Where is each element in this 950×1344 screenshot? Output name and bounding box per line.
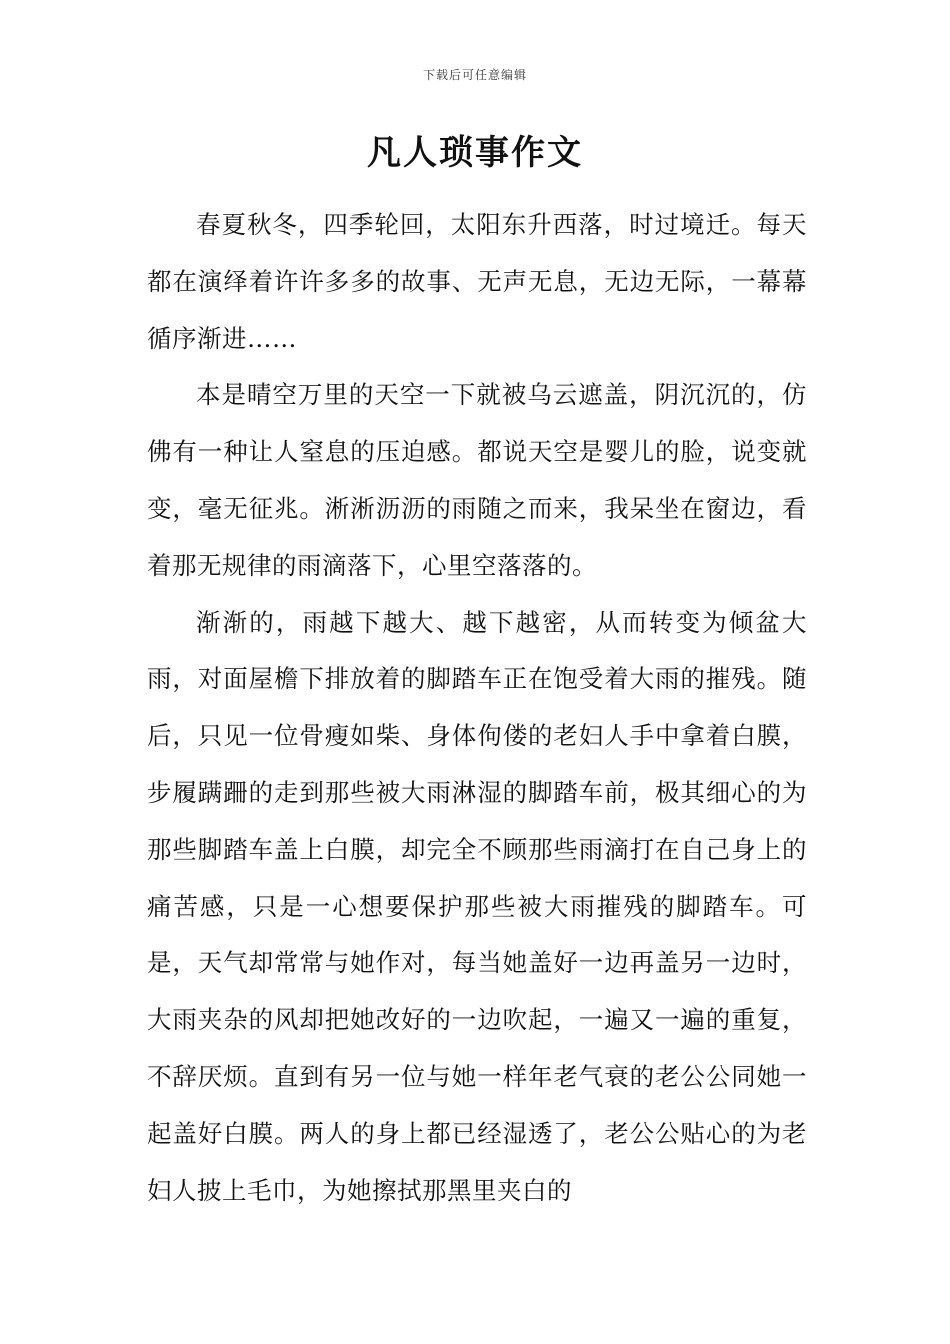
header-note: 下载后可任意编辑 <box>422 68 527 82</box>
paragraph-2: 本是晴空万里的天空一下就被乌云遮盖，阴沉沉的，仿佛有一种让人窒息的压迫感。都说天空是婴儿的脸，说变就变，毫无征兆。淅淅沥沥的雨随之而来，我呆坐在窗边，看着那无规律的雨滴落下，心里空落落的。 <box>147 380 807 580</box>
paragraph-1: 春夏秋冬，四季轮回，太阳东升西落，时过境迁。每天都在演绎着许许多多的故事、无声无息，无边无际，一幕幕循序渐进…… <box>147 210 807 353</box>
document-title: 凡人琐事作文 <box>367 133 583 173</box>
paragraph-3: 渐渐的，雨越下越大、越下越密，从而转变为倾盆大雨，对面屋檐下排放着的脚踏车正在饱受着大雨的摧残。随后，只见一位骨瘦如柴、身体佝偻的老妇人手中拿着白膜，步履蹒跚的走到那些被大雨淋湿的脚踏车前，极其细心的为那些脚踏车盖上白膜，却完全不顾那些雨滴打在自己身上的痛苦感，只是一心想要保护那些被大雨摧残的脚踏车。可是，天气却常常与她作对，每当她盖好一边再盖另一边时，大雨夹杂的风却把她改好的一边吹起，一遍又一遍的重复，不辞厌烦。直到有另一位与她一样年老气衰的老公公同她一起盖好白膜。两人的身上都已经湿透了，老公公贴心的为老妇人披上毛巾，为她擦拭那黑里夹白的 <box>147 607 807 1205</box>
document-body <box>147 197 807 1219</box>
